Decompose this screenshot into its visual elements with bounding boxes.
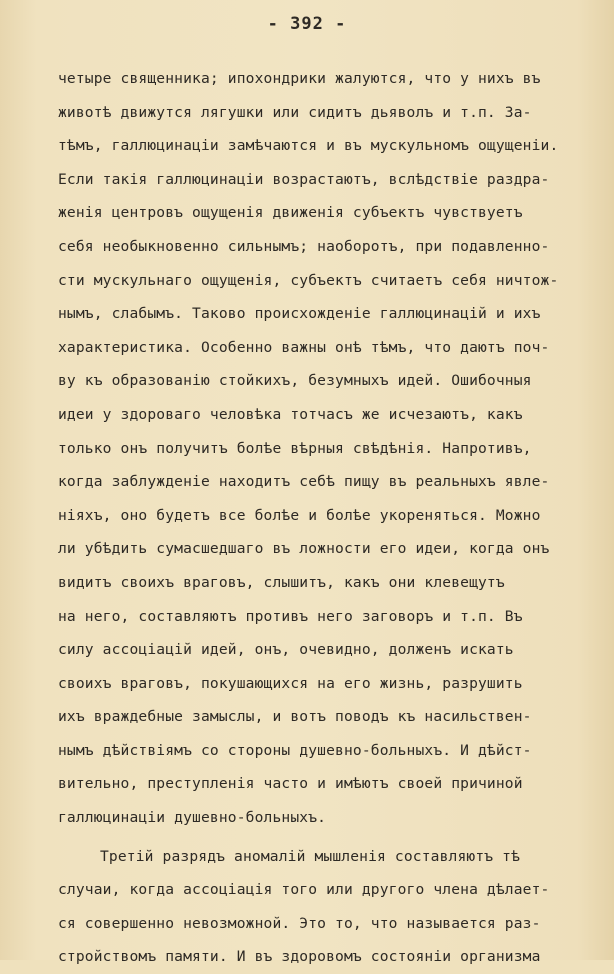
text-line: ву къ образованію стойкихъ, безумныхъ идей. Ошибочныя [58, 372, 532, 390]
text-line: животѣ движутся лягушки или сидитъ дьяволъ и т.п. За- [58, 103, 532, 121]
text-line: себя необыкновенно сильнымъ; наоборотъ, при подавленно- [58, 237, 550, 255]
paragraph-first-line: Третій разрядъ аномалій мышленія составляютъ тѣ [100, 847, 521, 865]
text-line: четыре священника; ипохондрики жалуются, что у нихъ въ [58, 70, 541, 87]
text-line: сти мускульнаго ощущенія, субъектъ считаетъ себя ничтож- [58, 271, 559, 289]
text-line: идеи у здороваго человѣка тотчасъ же исчезаютъ, какъ [58, 405, 523, 423]
text-line: ніяхъ, оно будетъ все болѣе и болѣе укореняться. Можно [58, 506, 541, 524]
text-line: галлюцинаціи душевно-больныхъ. [58, 809, 327, 827]
text-line: ихъ враждебные замыслы, и вотъ поводъ къ насильствен- [58, 708, 532, 726]
text-line: на него, составляютъ противъ него заговоръ и т.п. Въ [58, 607, 523, 625]
body-text [58, 62, 598, 974]
text-line: когда заблужденіе находитъ себѣ пищу въ реальныхъ явле- [58, 473, 550, 491]
text-line: женія центровъ ощущенія движенія субъектъ чувствуетъ [58, 204, 523, 222]
text-line: видитъ своихъ враговъ, слышитъ, какъ они клевещутъ [58, 573, 505, 591]
text-line: Если такія галлюцинаціи возрастаютъ, вслѣдствіе раздра- [58, 170, 550, 188]
page-number: - 392 - [267, 14, 347, 34]
text-line: только онъ получитъ болѣе вѣрныя свѣдѣнія. Напротивъ, [58, 439, 532, 457]
text-line: тѣмъ, галлюцинаціи замѣчаются и въ мускульномъ ощущеніи. [58, 137, 559, 155]
text-line: ли убѣдить сумасшедшаго въ ложности его идеи, когда онъ [58, 540, 550, 558]
text-line: стройствомъ памяти. И въ здоровомъ состояніи организма [58, 948, 541, 966]
text-line: вительно, преступленія часто и имѣютъ своей причиной [58, 775, 523, 793]
text-line: нымъ дѣйствіямъ со стороны душевно-больныхъ. И дѣйст- [58, 741, 532, 759]
text-line: случаи, когда ассоціація того или другого члена дѣлает- [58, 881, 550, 899]
text-line: характеристика. Особенно важны онѣ тѣмъ, что даютъ поч- [58, 338, 550, 356]
text-line: силу ассоціацій идей, онъ, очевидно, долженъ искать [58, 641, 514, 659]
text-line: своихъ враговъ, покушающихся на его жизнь, разрушить [58, 674, 523, 692]
text-line: ся совершенно невозможной. Это то, что называется раз- [58, 914, 541, 932]
text-line: нымъ, слабымъ. Таково происхожденіе галлюцинацій и ихъ [58, 305, 541, 323]
